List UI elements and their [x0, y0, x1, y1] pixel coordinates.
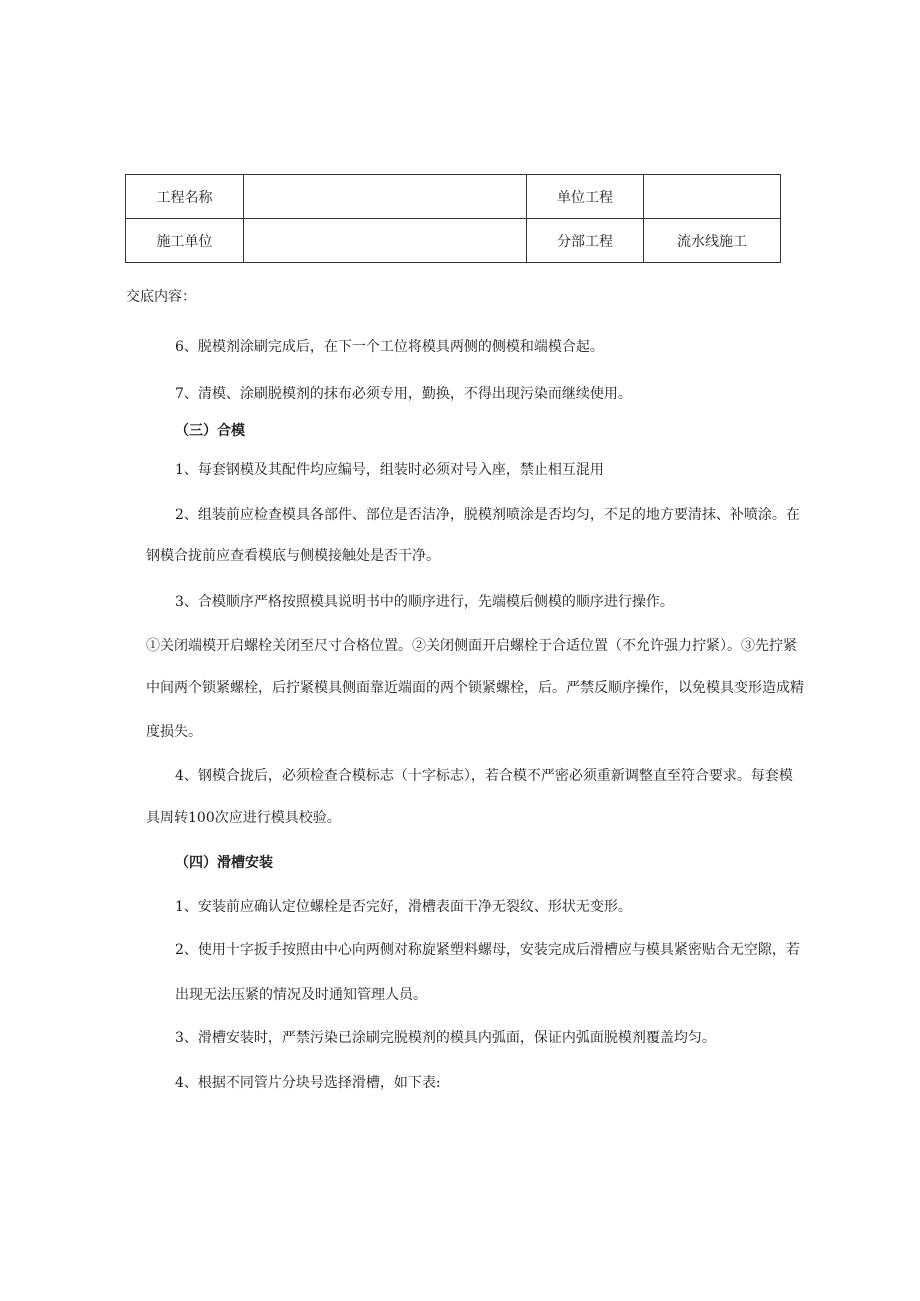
- paragraph-line: 4、根据不同管片分块号选择滑槽，如下表:: [175, 1075, 441, 1091]
- header-table: [125, 174, 781, 263]
- content-label: 交底内容：: [126, 289, 196, 305]
- paragraph-line: 1、安装前应确认定位螺栓是否完好，滑槽表面干净无裂纹、形状无变形。: [175, 899, 632, 915]
- sub-project-value: 流水线施工: [644, 219, 781, 263]
- section-heading-4: （四）滑槽安装: [175, 855, 273, 871]
- project-name-label: 工程名称: [126, 175, 244, 219]
- sub-project-label: 分部工程: [527, 219, 644, 263]
- paragraph-line: 出现无法压紧的情况及时通知管理人员。: [175, 987, 427, 1003]
- paragraph-line: 6、脱模剂涂刷完成后，在下一个工位将模具两侧的侧模和端模合起。: [175, 339, 604, 355]
- paragraph-line: 1、每套钢模及其配件均应编号，组装时必须对号入座，禁止相互混用: [175, 462, 604, 478]
- construction-unit-label: 施工单位: [126, 219, 244, 263]
- unit-project-value: [644, 175, 781, 219]
- paragraph-line: 7、清模、涂刷脱模剂的抹布必须专用，勤换，不得出现污染而继续使用。: [175, 386, 632, 402]
- construction-unit-value: [244, 219, 527, 263]
- paragraph-line: ①关闭端模开启螺栓关闭至尺寸合格位置。②关闭侧面开启螺栓于合适位置（不允许强力拧紧）。③先拧紧: [146, 638, 797, 654]
- paragraph-line: 钢模合拢前应查看模底与侧模接触处是否干净。: [146, 548, 440, 564]
- project-name-value: [244, 175, 527, 219]
- section-heading-3: （三）合模: [175, 423, 245, 439]
- table-row: [126, 219, 781, 263]
- paragraph-line: 2、使用十字扳手按照由中心向两侧对称旋紧塑料螺母，安装完成后滑槽应与模具紧密贴合无空隙，若: [175, 942, 800, 958]
- paragraph-line: 4、钢模合拢后，必须检查合模标志（十字标志），若合模不严密必须重新调整直至符合要求。每套模: [175, 768, 793, 784]
- paragraph-line: 3、滑槽安装时，严禁污染已涂刷完脱模剂的模具内弧面，保证内弧面脱模剂覆盖均匀。: [175, 1030, 716, 1046]
- unit-project-label: 单位工程: [527, 175, 644, 219]
- paragraph-line: 具周转100次应进行模具校验。: [146, 810, 341, 826]
- paragraph-line: 中间两个锁紧螺栓，后拧紧模具侧面靠近端面的两个锁紧螺栓，后。严禁反顺序操作，以免模具变形造成精: [146, 680, 804, 696]
- paragraph-line: 2、组装前应检查模具各部件、部位是否洁净，脱模剂喷涂是否均匀，不足的地方要清抹、补喷涂。在: [175, 507, 800, 523]
- table-row: [126, 175, 781, 219]
- paragraph-line: 度损失。: [146, 724, 202, 740]
- paragraph-line: 3、合模顺序严格按照模具说明书中的顺序进行，先端模后侧模的顺序进行操作。: [175, 594, 674, 610]
